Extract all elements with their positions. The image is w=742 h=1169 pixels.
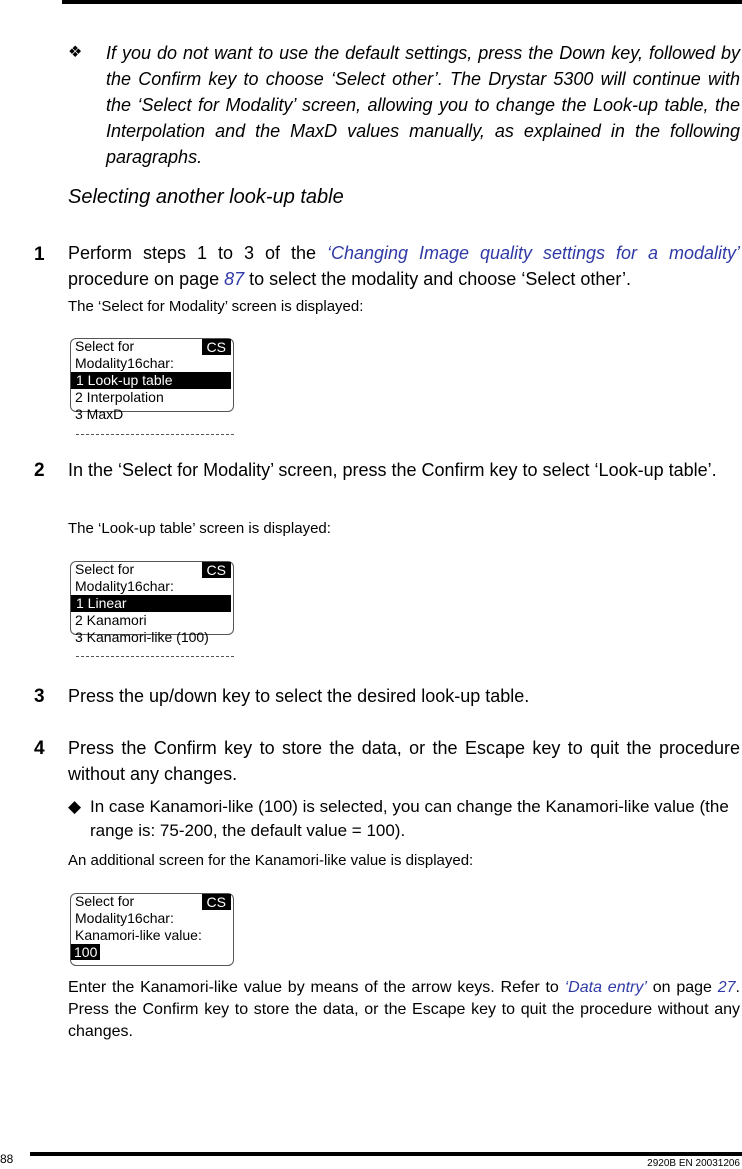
step-1-text: [68, 240, 740, 292]
step-4-sub: An additional screen for the Kanamori-like value is displayed:: [68, 852, 474, 869]
document-id: 2920B EN 20031206: [647, 1158, 740, 1169]
lcd-line: 2 Interpolation: [75, 389, 164, 405]
closing-text-b: on page: [646, 979, 718, 996]
step-4-bullet: [68, 795, 740, 843]
step-4-bullet-text: In case Kanamori-like (100) is selected, you can change the Kanamori-like value (the range is: 75-200, the default value = 100).: [90, 797, 729, 840]
cs-badge: CS: [202, 339, 231, 355]
lcd-screen-select-modality: [70, 338, 234, 423]
lcd-selected-line: 1 Look-up table: [71, 372, 231, 389]
cs-badge: CS: [202, 894, 231, 910]
step-1-text-b: procedure on page: [68, 269, 225, 289]
lcd-line: Kanamori-like value:: [75, 927, 202, 943]
note-block: [68, 40, 740, 170]
lcd-dashed-border: [76, 434, 234, 435]
data-entry-link[interactable]: ‘Data entry’: [564, 979, 647, 996]
lcd-value-line: [70, 944, 234, 961]
lcd-line: 3 MaxD: [75, 406, 124, 422]
bottom-rule: [30, 1152, 742, 1156]
step-1-number: 1: [34, 244, 45, 265]
kanamori-value-field: 100: [71, 944, 100, 960]
lcd-line: Modality16char:: [75, 355, 174, 371]
step-4-number: 4: [34, 738, 45, 759]
lcd-line: Modality16char:: [75, 578, 174, 594]
lcd-screen-lookup-table: [70, 561, 234, 646]
note-bullet-icon: ❖: [68, 44, 83, 61]
step-1-text-c: to select the modality and choose ‘Select other’.: [244, 269, 632, 289]
page-87-link[interactable]: 87: [224, 269, 245, 289]
page-27-link[interactable]: 27: [717, 979, 736, 996]
procedure-link[interactable]: ‘Changing Image quality settings for a modality’: [326, 243, 741, 263]
step-4-text: Press the Confirm key to store the data, or the Escape key to quit the procedure without any changes.: [68, 738, 740, 784]
lcd-line: Select for: [75, 893, 135, 909]
step-3-text: Press the up/down key to select the desired look-up table.: [68, 686, 530, 706]
step-1-sub: The ‘Select for Modality’ screen is displayed:: [68, 298, 364, 315]
lcd-line: Select for: [75, 561, 135, 577]
page-number: 88: [0, 1152, 14, 1166]
lcd-line: Select for: [75, 338, 135, 354]
lcd-selected-line: 1 Linear: [71, 595, 231, 612]
step-2-number: 2: [34, 460, 45, 481]
lcd-line: 3 Kanamori-like (100): [75, 629, 209, 645]
diamond-bullet-icon: ◆: [68, 797, 82, 816]
cs-badge: CS: [202, 562, 231, 578]
step-2-sub: The ‘Look-up table’ screen is displayed:: [68, 520, 331, 537]
top-rule: [62, 0, 742, 4]
closing-paragraph: [68, 977, 740, 1043]
step-2-text: In the ‘Select for Modality’ screen, press the Confirm key to select ‘Look-up table’.: [68, 460, 717, 480]
closing-text-c: . Press the Confirm key to store the data, or the Escape key to quit the procedure without any changes.: [68, 979, 740, 1040]
lcd-line: Modality16char:: [75, 910, 174, 926]
section-title: Selecting another look-up table: [68, 186, 344, 208]
lcd-screen-kanamori-value: [70, 893, 234, 961]
lcd-dashed-border: [76, 656, 234, 657]
note-text: If you do not want to use the default settings, press the Down key, followed by the Confirm key to choose ‘Select other’. The Drystar 5300 will continue with the ‘Select for Modality’ screen, allowing you to change the Look-up table, the Interpolation and the MaxD values manually, as explained in the following paragraphs.: [106, 43, 740, 167]
lcd-line: 2 Kanamori: [75, 612, 147, 628]
closing-text-a: Enter the Kanamori-like value by means of the arrow keys. Refer to: [68, 979, 565, 996]
step-1-text-a: Perform steps 1 to 3 of the: [68, 243, 327, 263]
step-3-number: 3: [34, 686, 45, 707]
